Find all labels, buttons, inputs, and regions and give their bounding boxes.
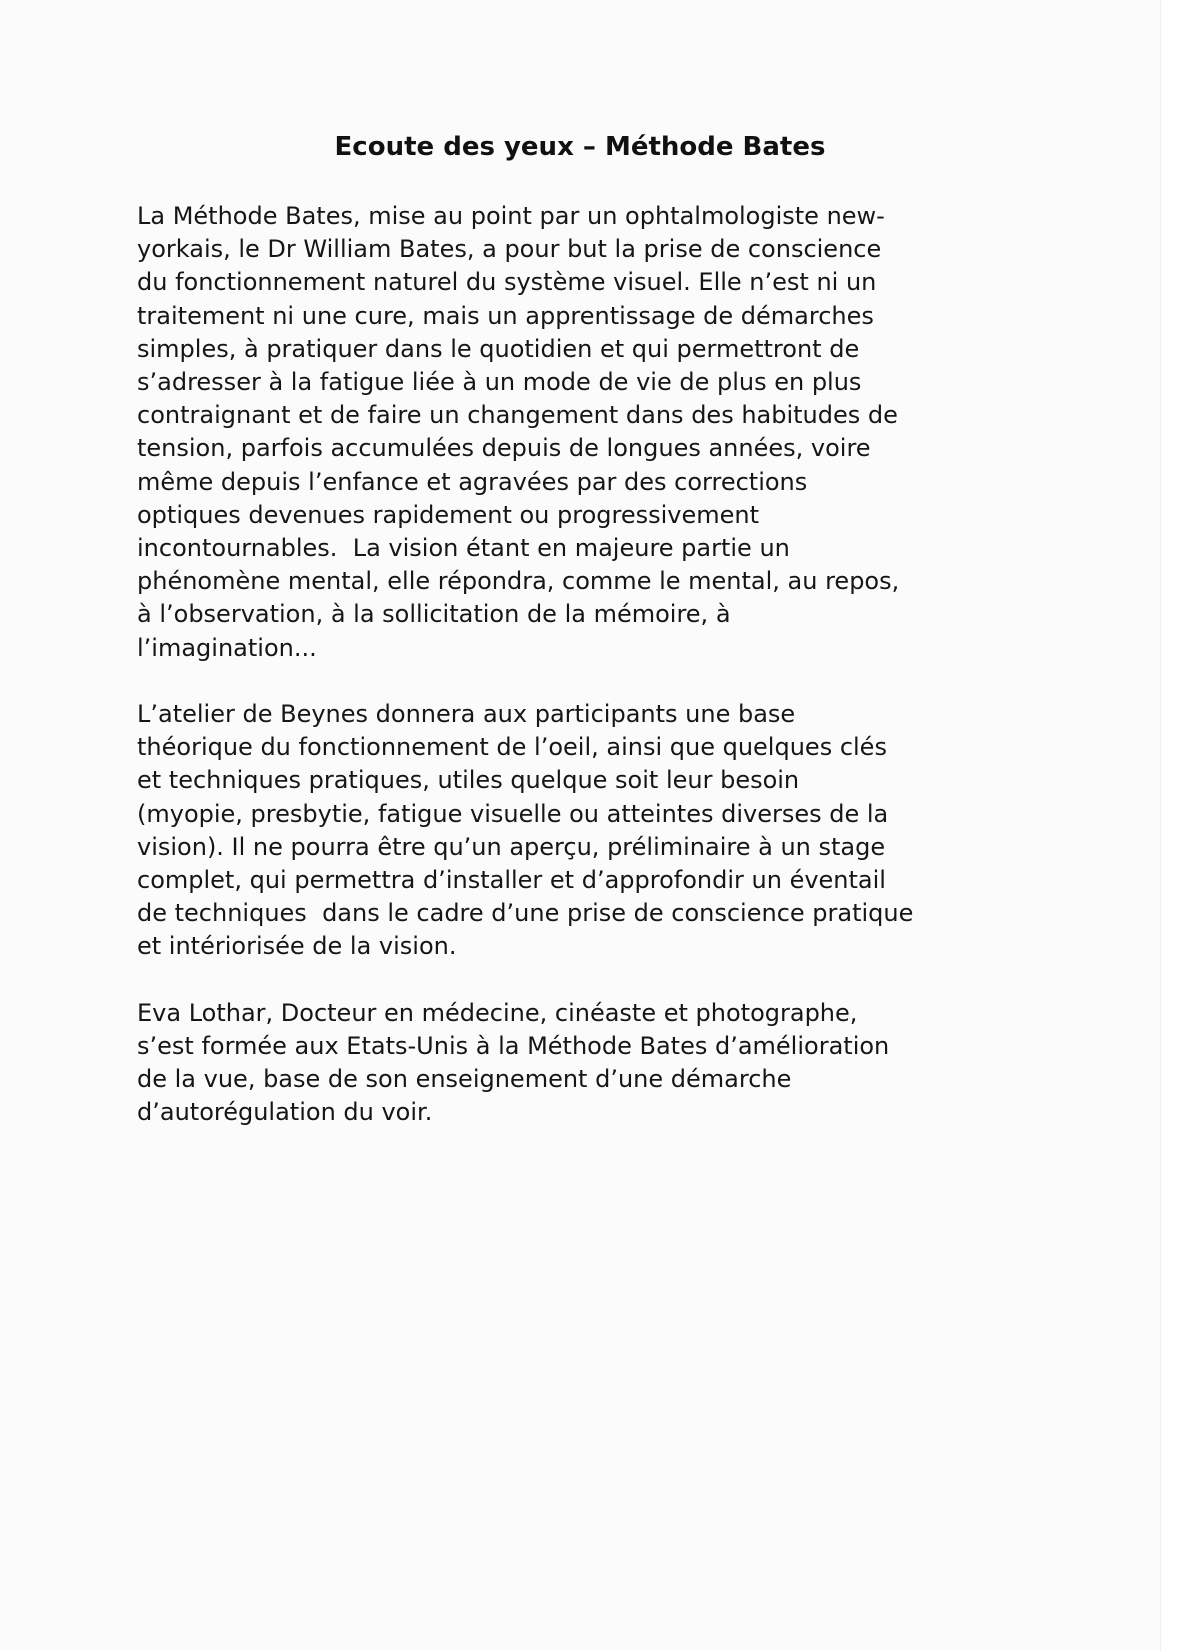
text-line: Eva Lothar, Docteur en médecine, cinéaste et photographe, (137, 998, 858, 1027)
text-line: s’est formée aux Etats-Unis à la Méthode Bates d’amélioration (137, 1032, 890, 1061)
text-line: vision). Il ne pourra être qu’un aperçu, préliminaire à un stage (137, 832, 886, 861)
text-line: de la vue, base de son enseignement d’une démarche (137, 1065, 792, 1094)
text-line: complet, qui permettra d’installer et d’approfondir un éventail (137, 866, 886, 895)
paragraph-workshop (137, 698, 1037, 964)
text-line: théorique du fonctionnement de l’oeil, ainsi que quelques clés (137, 733, 887, 762)
text-line: La Méthode Bates, mise au point par un ophtalmologiste new- (137, 202, 885, 230)
page-title: Ecoute des yeux – Méthode Bates (334, 132, 826, 162)
text-line: même depuis l’enfance et agravées par des corrections (137, 467, 808, 496)
text-line: s’adresser à la fatigue liée à un mode de vie de plus en plus (137, 368, 862, 397)
text-line: incontournables. La vision étant en majeure partie un (137, 534, 790, 563)
text-line: yorkais, le Dr William Bates, a pour but la prise de conscience (137, 235, 882, 264)
text-line: phénomène mental, elle répondra, comme le mental, au repos, (137, 567, 900, 596)
text-line: contraignant et de faire un changement dans des habitudes de (137, 401, 898, 430)
paragraph-intro (137, 200, 1037, 665)
text-line: (myopie, presbytie, fatigue visuelle ou atteintes diverses de la (137, 799, 889, 828)
text-line: l’imagination... (137, 633, 317, 662)
document-body (137, 200, 1037, 1130)
scan-edge-margin (1160, 0, 1200, 1651)
text-line: d’autorégulation du voir. (137, 1098, 433, 1127)
text-line: et intériorisée de la vision. (137, 932, 457, 961)
paragraph-spacer (137, 665, 1037, 698)
text-line: du fonctionnement naturel du système visuel. Elle n’est ni un (137, 268, 877, 297)
text-line: L’atelier de Beynes donnera aux participants une base (137, 700, 796, 729)
text-line: à l’observation, à la sollicitation de la mémoire, à (137, 600, 731, 629)
paragraph-author (137, 997, 1037, 1130)
text-line: simples, à pratiquer dans le quotidien et qui permettront de (137, 334, 860, 363)
text-line: de techniques dans le cadre d’une prise de conscience pratique (137, 899, 914, 928)
paragraph-spacer (137, 964, 1037, 997)
text-line: optiques devenues rapidement ou progressivement (137, 500, 760, 529)
text-line: et techniques pratiques, utiles quelque soit leur besoin (137, 766, 800, 795)
text-line: tension, parfois accumulées depuis de longues années, voire (137, 434, 871, 463)
text-line: traitement ni une cure, mais un apprentissage de démarches (137, 301, 874, 330)
